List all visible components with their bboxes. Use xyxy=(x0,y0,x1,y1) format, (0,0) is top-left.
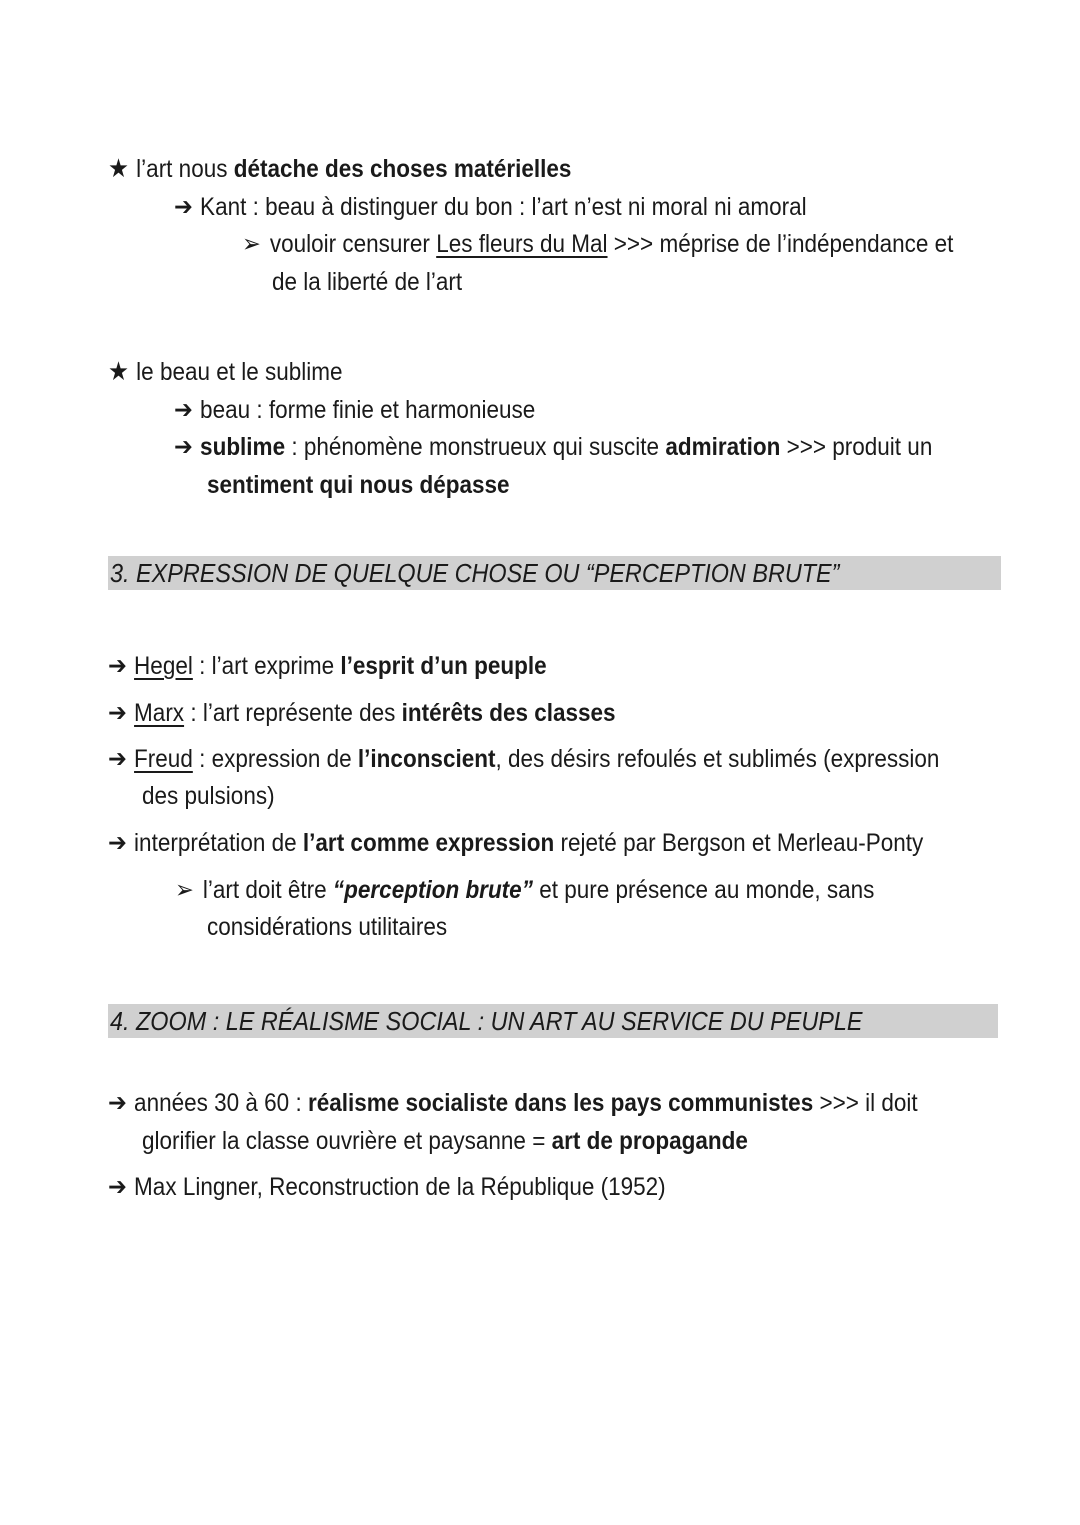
continuation-line xyxy=(142,777,275,815)
arrow-line xyxy=(108,694,616,732)
arrow-icon: ➔ xyxy=(108,651,127,680)
bullet-line xyxy=(108,353,343,391)
arrow-line xyxy=(108,1084,918,1122)
text: l’art nous xyxy=(136,155,234,183)
bold-text: intérêts des classes xyxy=(401,699,616,727)
arrow-line xyxy=(108,740,939,778)
arrow-icon: ➔ xyxy=(108,828,127,857)
arrow-icon: ➔ xyxy=(174,432,193,461)
bold-text: l’art comme expression xyxy=(302,829,555,857)
text: Max Lingner, Reconstruction de la République (1952) xyxy=(134,1173,666,1201)
star-icon: ★ xyxy=(108,154,129,184)
philosopher-link[interactable]: Hegel xyxy=(134,652,193,680)
sub-bullet-line xyxy=(175,871,874,909)
text: rejeté par Bergson et Merleau-Ponty xyxy=(554,829,924,857)
text: et pure présence au monde, sans xyxy=(532,876,875,904)
arrow-line xyxy=(108,824,923,862)
bold-text: réalisme socialiste dans les pays communistes xyxy=(307,1089,814,1117)
text: >>> il doit xyxy=(813,1089,918,1117)
arrow-line xyxy=(174,188,807,226)
text: glorifier la classe ouvrière et paysanne = xyxy=(142,1127,552,1155)
continuation-line xyxy=(207,908,447,946)
arrowhead-icon: ➢ xyxy=(242,229,261,258)
arrow-icon: ➔ xyxy=(108,698,127,727)
arrow-icon: ➔ xyxy=(174,395,193,424)
arrow-icon: ➔ xyxy=(174,192,193,221)
arrow-line xyxy=(174,428,932,466)
text: : expression de xyxy=(192,745,358,773)
text: >>> méprise de l’indépendance et xyxy=(607,230,954,258)
sub-bullet-line xyxy=(242,225,953,263)
section-heading-4 xyxy=(108,1004,998,1038)
bold-text: détache des choses matérielles xyxy=(233,155,572,183)
text: Kant : beau à distinguer du bon : l’art n’est ni moral ni amoral xyxy=(200,193,807,221)
arrow-line xyxy=(108,647,547,685)
text: l’art doit être xyxy=(202,876,333,904)
heading-text: 4. ZOOM : LE RÉALISME SOCIAL : UN ART AU SERVICE DU PEUPLE xyxy=(110,1006,863,1036)
text: de la liberté de l’art xyxy=(272,268,463,296)
heading-text: 3. EXPRESSION DE QUELQUE CHOSE OU “PERCEPTION BRUTE” xyxy=(110,558,840,588)
bold-text: art de propagande xyxy=(551,1127,748,1155)
text: >>> produit un xyxy=(780,433,933,461)
section-heading-3 xyxy=(108,556,1001,590)
bold-text: admiration xyxy=(665,433,781,461)
arrowhead-icon: ➢ xyxy=(175,875,194,904)
arrow-line xyxy=(174,391,535,429)
text: des pulsions) xyxy=(142,782,275,810)
philosopher-link[interactable]: Marx xyxy=(134,699,185,727)
continuation-line xyxy=(142,1122,748,1160)
bold-text: l’inconscient xyxy=(357,745,496,773)
text: , des désirs refoulés et sublimés (expression xyxy=(495,745,940,773)
text: années 30 à 60 : xyxy=(134,1089,308,1117)
continuation-line xyxy=(272,263,462,301)
text: le beau et le sublime xyxy=(136,358,343,386)
arrow-icon: ➔ xyxy=(108,744,127,773)
text: : l’art exprime xyxy=(192,652,341,680)
arrow-line xyxy=(108,1168,666,1206)
bullet-line xyxy=(108,150,571,188)
book-title-link[interactable]: Les fleurs du Mal xyxy=(436,230,608,258)
text: interprétation de xyxy=(134,829,303,857)
text: considérations utilitaires xyxy=(207,913,448,941)
text: vouloir censurer xyxy=(269,230,437,258)
arrow-icon: ➔ xyxy=(108,1088,127,1117)
text: beau : forme finie et harmonieuse xyxy=(200,396,536,424)
philosopher-link[interactable]: Freud xyxy=(134,745,193,773)
bold-italic-text: “perception brute” xyxy=(332,876,533,904)
text: : phénomène monstrueux qui suscite xyxy=(285,433,666,461)
continuation-line xyxy=(207,466,510,504)
text: : l’art représente des xyxy=(184,699,402,727)
arrow-icon: ➔ xyxy=(108,1172,127,1201)
bold-text: sublime xyxy=(200,433,286,461)
bold-text: sentiment qui nous dépasse xyxy=(207,471,510,499)
bold-text: l’esprit d’un peuple xyxy=(340,652,547,680)
star-icon: ★ xyxy=(108,357,129,387)
